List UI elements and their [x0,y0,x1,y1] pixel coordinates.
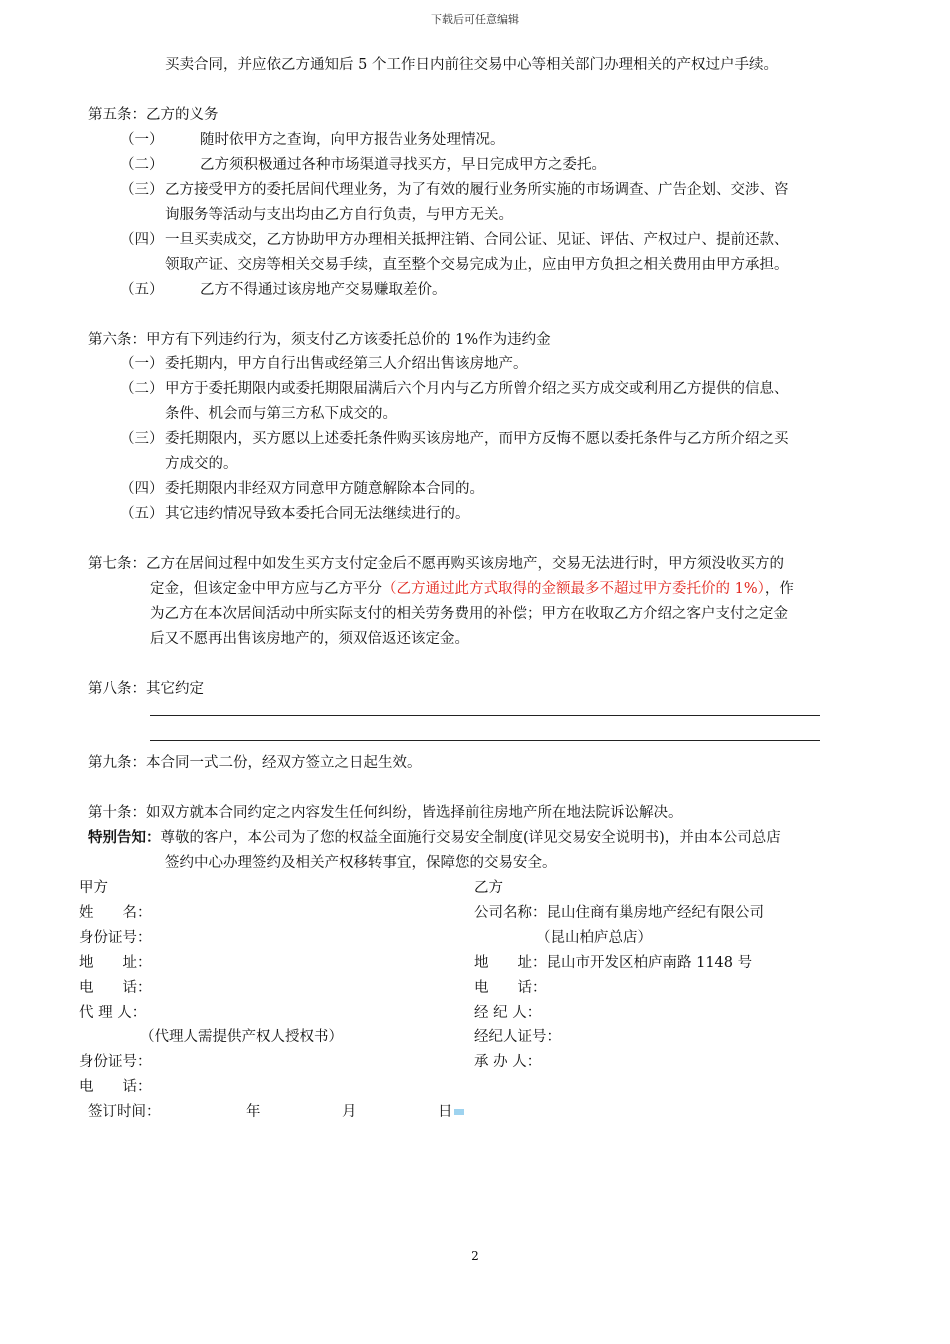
article-5-item-3-num: （三） [120,182,164,198]
special-notice-line-2: 签约中心办理签约及相关产权移转事宜，保障您的交易安全。 [165,855,557,871]
page-number: 2 [471,1249,479,1263]
article-5-item-3-line-2: 询服务等活动与支出均由乙方自行负责，与甲方无关。 [165,207,513,223]
article-5-item-3-line-1: 乙方接受甲方的委托居间代理业务，为了有效的履行业务所实施的市场调查、广告企划、交涉、咨 [165,182,789,198]
article-7-highlight: （乙方通过此方式取得的金额最多不超过甲方委托价的 1%） [382,581,765,597]
special-notice-text-1: 尊敬的客户，本公司为了您的权益全面施行交易安全制度(详见交易安全说明书)，并由本公司总店 [160,830,781,846]
party-b-broker-id-label: 经纪人证号： [474,1029,561,1045]
party-b-address-value: 昆山市开发区柏庐南路 1148 号 [546,955,753,971]
signing-day-row [438,1100,464,1121]
article-5-title: 第五条：乙方的义务 [88,107,219,123]
signing-year: 年 [246,1104,261,1120]
party-b-address-row [474,951,752,972]
article-5-item-4-num: （四） [120,232,164,248]
party-b-phone-label: 电 话： [474,980,547,996]
page-header-note: 下载后可任意编辑 [431,13,519,26]
article-6-item-4-num: （四） [120,481,164,497]
article-8-blank-line-1 [150,715,820,716]
article-6-item-4-text: 委托期限内非经双方同意甲方随意解除本合同的。 [165,481,484,497]
article-5-item-2-num: （二） [120,157,164,173]
party-a-address-label: 地 址： [79,955,152,971]
article-6-item-2-line-1: 甲方于委托期限内或委托期限届满后六个月内与乙方所曾介绍之买方成交或利用乙方提供的信息、 [165,381,789,397]
article-5-item-1-num: （一） [120,132,164,148]
article-6-item-3-line-2: 方成交的。 [165,456,238,472]
party-b-broker-label: 经 纪 人： [474,1005,542,1021]
article-5-item-5-text: 乙方不得通过该房地产交易赚取差价。 [200,282,447,298]
article-6-item-3-line-1: 委托期限内，买方愿以上述委托条件购买该房地产，而甲方反悔不愿以委托条件与乙方所介绍之买 [165,431,789,447]
article-7-line-1: 第七条：乙方在居间过程中如发生买方支付定金后不愿再购买该房地产，交易无法进行时，甲方须没收买方的 [88,556,784,572]
signing-date-label: 签订时间： [88,1104,161,1120]
article-7-line-2-pre: 定金，但该定金中甲方应与乙方平分 [150,581,382,597]
party-b-company-label: 公司名称： [474,905,547,921]
article-5-item-5-num: （五） [120,282,164,298]
party-b-handler-label: 承 办 人： [474,1054,542,1070]
article-6-item-5-num: （五） [120,506,164,522]
party-a-title: 甲方 [79,880,108,896]
article-6-item-5-text: 其它违约情况导致本委托合同无法继续进行的。 [165,506,470,522]
article-8-title: 第八条：其它约定 [88,681,204,697]
signing-day: 日 [438,1104,453,1120]
article-5-item-4-line-1: 一旦买卖成交，乙方协助甲方办理相关抵押注销、合同公证、见证、评估、产权过户、提前还款、 [165,232,789,248]
special-notice-label: 特别告知： [88,829,161,846]
article-7-line-3: 为乙方在本次居间活动中所实际支付的相关劳务费用的补偿；甲方在收取乙方介绍之客户支付之定金 [150,606,788,622]
party-b-address-label: 地 址： [474,955,547,971]
article-6-item-1-text: 委托期内，甲方自行出售或经第三人介绍出售该房地产。 [165,356,528,372]
party-a-name-label: 姓 名： [79,905,152,921]
text-cursor-marker [454,1109,464,1115]
article-7-line-2-post: ，作 [764,581,794,597]
article-10-title: 第十条：如双方就本合同约定之内容发生任何纠纷，皆选择前往房地产所在地法院诉讼解决。 [88,805,683,821]
signing-month: 月 [342,1104,357,1120]
article-6-item-2-num: （二） [120,381,164,397]
party-b-company-value: 昆山住商有巢房地产经纪有限公司 [546,905,764,921]
article-5-item-1-text: 随时依甲方之查询，向甲方报告业务处理情况。 [200,132,505,148]
party-a-agent-phone-label: 电 话： [79,1079,152,1095]
party-a-agent-label: 代 理 人： [79,1005,147,1021]
party-b-branch: （昆山柏庐总店） [536,930,652,946]
party-a-id-label: 身份证号： [79,930,152,946]
intro-line: 买卖合同，并应依乙方通知后 5 个工作日内前往交易中心等相关部门办理相关的产权过户手续。 [165,57,778,73]
party-a-agent-note: （代理人需提供产权人授权书） [140,1029,343,1045]
party-a-agent-id-label: 身份证号： [79,1054,152,1070]
article-6-title: 第六条：甲方有下列违约行为，须支付乙方该委托总价的 1%作为违约金 [88,332,551,348]
article-5-item-2-text: 乙方须积极通过各种市场渠道寻找买方，早日完成甲方之委托。 [200,157,606,173]
party-b-company-row [474,901,764,922]
article-6-item-2-line-2: 条件、机会而与第三方私下成交的。 [165,406,397,422]
article-7-line-2 [150,577,794,598]
special-notice-line-1 [88,826,781,847]
article-8-blank-line-2 [150,740,820,741]
article-7-line-4: 后又不愿再出售该房地产的，须双倍返还该定金。 [150,631,469,647]
article-6-item-3-num: （三） [120,431,164,447]
party-b-title: 乙方 [474,880,503,896]
party-a-phone-label: 电 话： [79,980,152,996]
article-6-item-1-num: （一） [120,356,164,372]
article-5-item-4-line-2: 领取产证、交房等相关交易手续，直至整个交易完成为止，应由甲方负担之相关费用由甲方承担。 [165,257,789,273]
article-9-title: 第九条：本合同一式二份，经双方签立之日起生效。 [88,755,422,771]
